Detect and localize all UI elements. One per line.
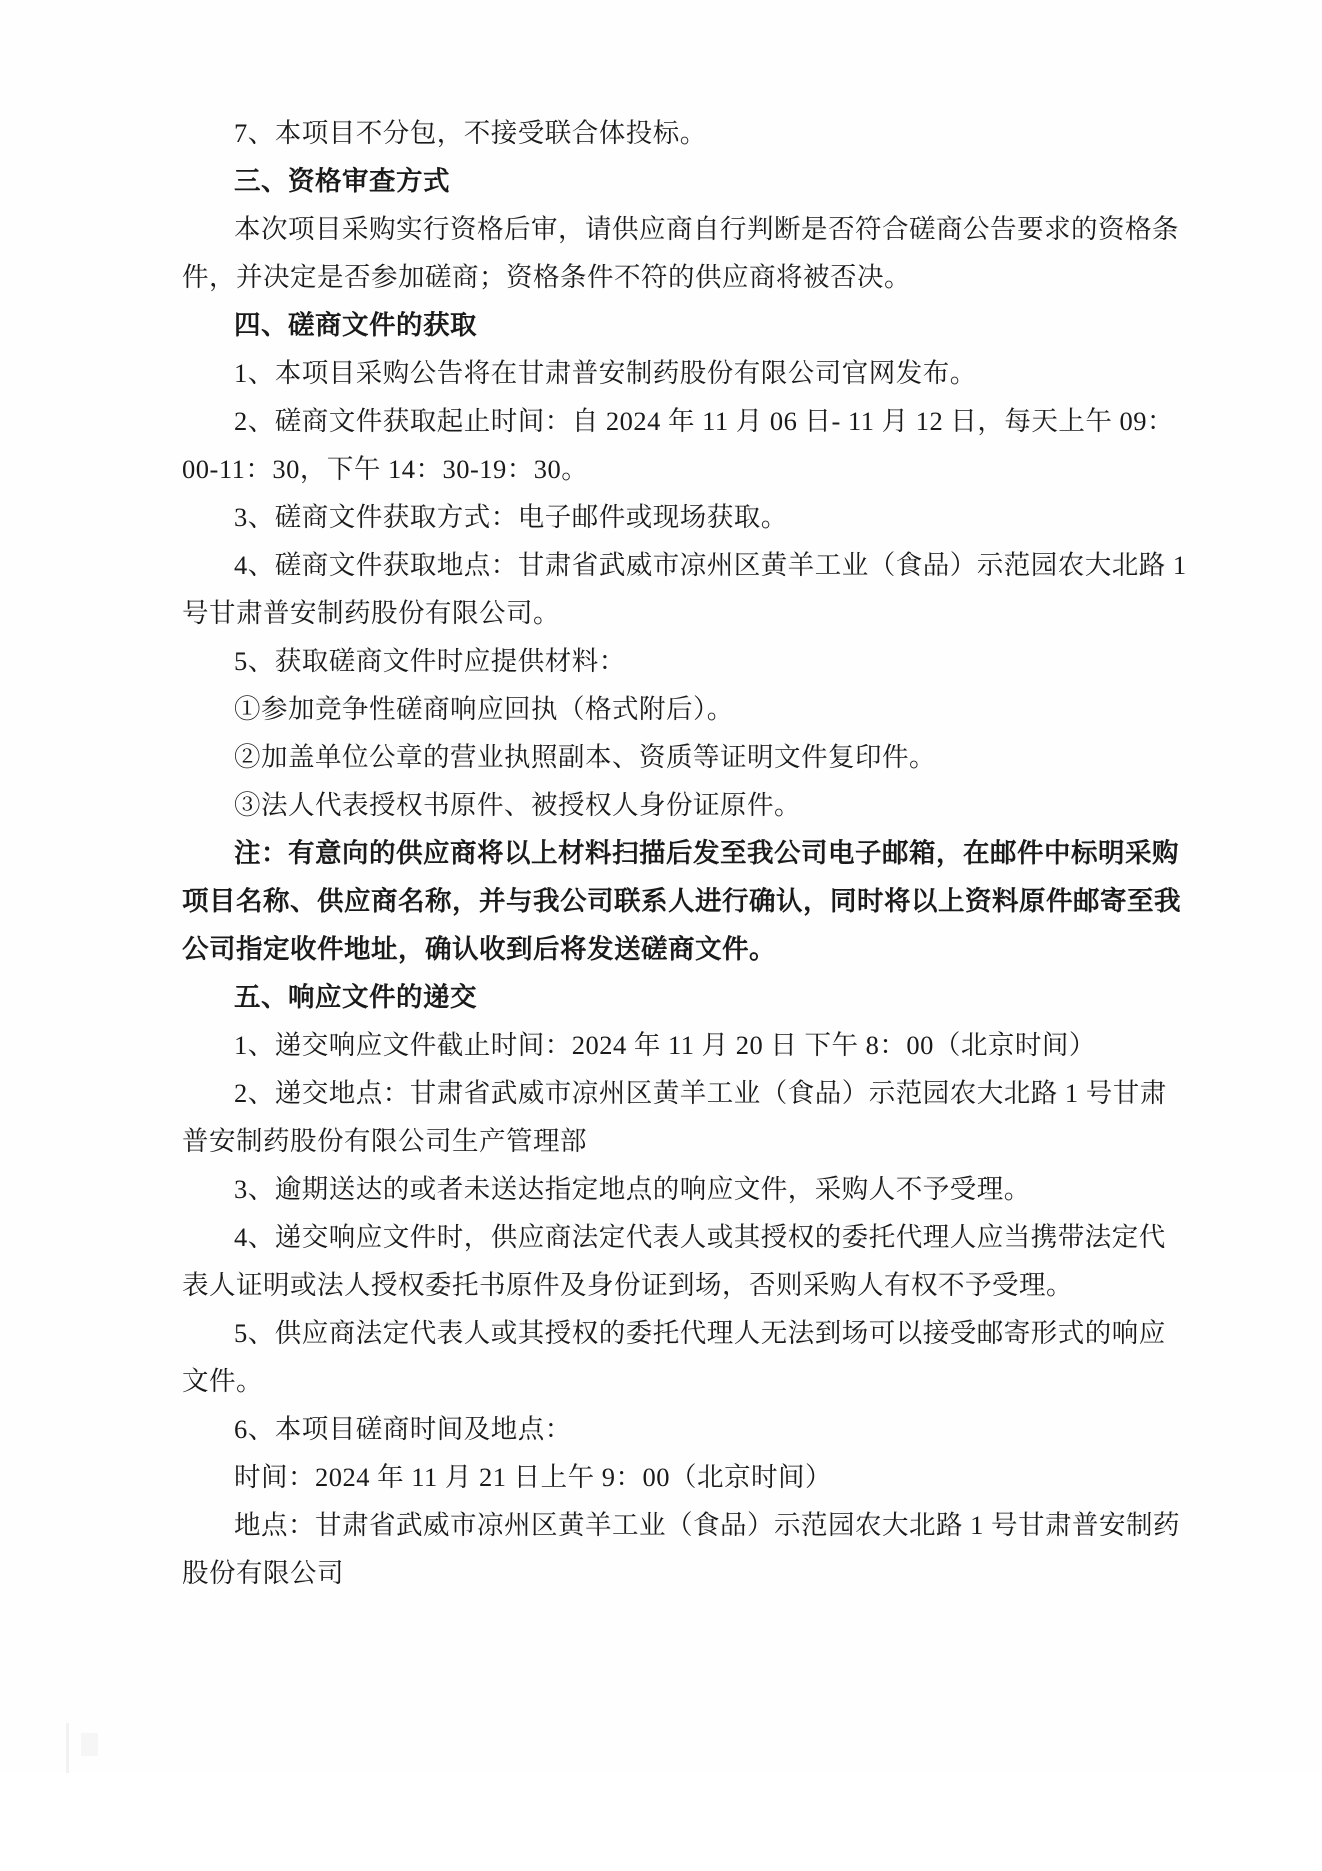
document-body: [182, 109, 1192, 1597]
document-line: 地点：甘肃省武威市凉州区黄羊工业（食品）示范园农大北路 1 号甘肃普安制药: [234, 1510, 1180, 1540]
paragraph: [182, 1309, 1192, 1405]
document-line: 三、资格审查方式: [234, 166, 450, 196]
scan-edge-strip: [0, 1772, 1322, 1871]
document-line: 号甘肃普安制药股份有限公司。: [182, 598, 560, 628]
paragraph: [182, 109, 1192, 157]
document-line: 3、逾期送达的或者未送达指定地点的响应文件，采购人不予受理。: [234, 1174, 1031, 1204]
document-line: 1、本项目采购公告将在甘肃普安制药股份有限公司官网发布。: [234, 358, 977, 388]
section-heading: [182, 157, 1192, 205]
scan-artifact-blob: [81, 1733, 98, 1756]
document-line: 00-11：30，下午 14：30-19：30。: [182, 454, 589, 484]
document-line: 普安制药股份有限公司生产管理部: [182, 1126, 587, 1156]
paragraph: [182, 733, 1192, 781]
section-heading: [182, 973, 1192, 1021]
paragraph: [182, 637, 1192, 685]
paragraph: [182, 493, 1192, 541]
paragraph: [182, 1069, 1192, 1165]
paragraph: [182, 1453, 1192, 1501]
document-line: 3、磋商文件获取方式：电子邮件或现场获取。: [234, 502, 788, 532]
document-line: ②加盖单位公章的营业执照副本、资质等证明文件复印件。: [234, 742, 936, 772]
document-line: 6、本项目磋商时间及地点：: [234, 1414, 572, 1444]
document-line: 股份有限公司: [182, 1558, 344, 1588]
document-line: ③法人代表授权书原件、被授权人身份证原件。: [234, 790, 801, 820]
document-line: 4、递交响应文件时，供应商法定代表人或其授权的委托代理人应当携带法定代: [234, 1222, 1166, 1252]
document-line: 1、递交响应文件截止时间：2024 年 11 月 20 日 下午 8：00（北京时间）: [234, 1030, 1096, 1060]
paragraph: [182, 1165, 1192, 1213]
document-line: 四、磋商文件的获取: [234, 310, 477, 340]
document-line: 5、供应商法定代表人或其授权的委托代理人无法到场可以接受邮寄形式的响应: [234, 1318, 1166, 1348]
paragraph: [182, 541, 1192, 637]
document-line: 表人证明或法人授权委托书原件及身份证到场，否则采购人有权不予受理。: [182, 1270, 1073, 1300]
paragraph: [182, 1405, 1192, 1453]
document-line: 2、磋商文件获取起止时间：自 2024 年 11 月 06 日- 11 月 12 日，每天上午 09：: [234, 406, 1174, 436]
paragraph: [182, 1501, 1192, 1597]
paragraph: [182, 1213, 1192, 1309]
document-line: 件，并决定是否参加磋商；资格条件不符的供应商将被否决。: [182, 262, 911, 292]
paragraph: [182, 685, 1192, 733]
paragraph: [182, 1021, 1192, 1069]
paragraph: [182, 781, 1192, 829]
document-line: 项目名称、供应商名称，并与我公司联系人进行确认，同时将以上资料原件邮寄至我: [182, 886, 1181, 916]
document-line: ①参加竞争性磋商响应回执（格式附后）。: [234, 694, 734, 724]
document-line: 五、响应文件的递交: [234, 982, 477, 1012]
document-line: 本次项目采购实行资格后审，请供应商自行判断是否符合磋商公告要求的资格条: [234, 214, 1179, 244]
document-line: 5、获取磋商文件时应提供材料：: [234, 646, 626, 676]
paragraph: [182, 349, 1192, 397]
scan-artifact-line: [66, 1723, 69, 1773]
document-line: 公司指定收件地址，确认收到后将发送磋商文件。: [182, 934, 776, 964]
paragraph: [182, 397, 1192, 493]
document-line: 注：有意向的供应商将以上材料扫描后发至我公司电子邮箱，在邮件中标明采购: [234, 838, 1179, 868]
document-line: 7、本项目不分包，不接受联合体投标。: [234, 118, 707, 148]
paragraph: [182, 829, 1192, 973]
paragraph: [182, 205, 1192, 301]
document-line: 文件。: [182, 1366, 263, 1396]
document-line: 时间：2024 年 11 月 21 日上午 9：00（北京时间）: [234, 1462, 833, 1492]
document-line: 2、递交地点：甘肃省武威市凉州区黄羊工业（食品）示范园农大北路 1 号甘肃: [234, 1078, 1167, 1108]
document-line: 4、磋商文件获取地点：甘肃省武威市凉州区黄羊工业（食品）示范园农大北路 1: [234, 550, 1187, 580]
section-heading: [182, 301, 1192, 349]
